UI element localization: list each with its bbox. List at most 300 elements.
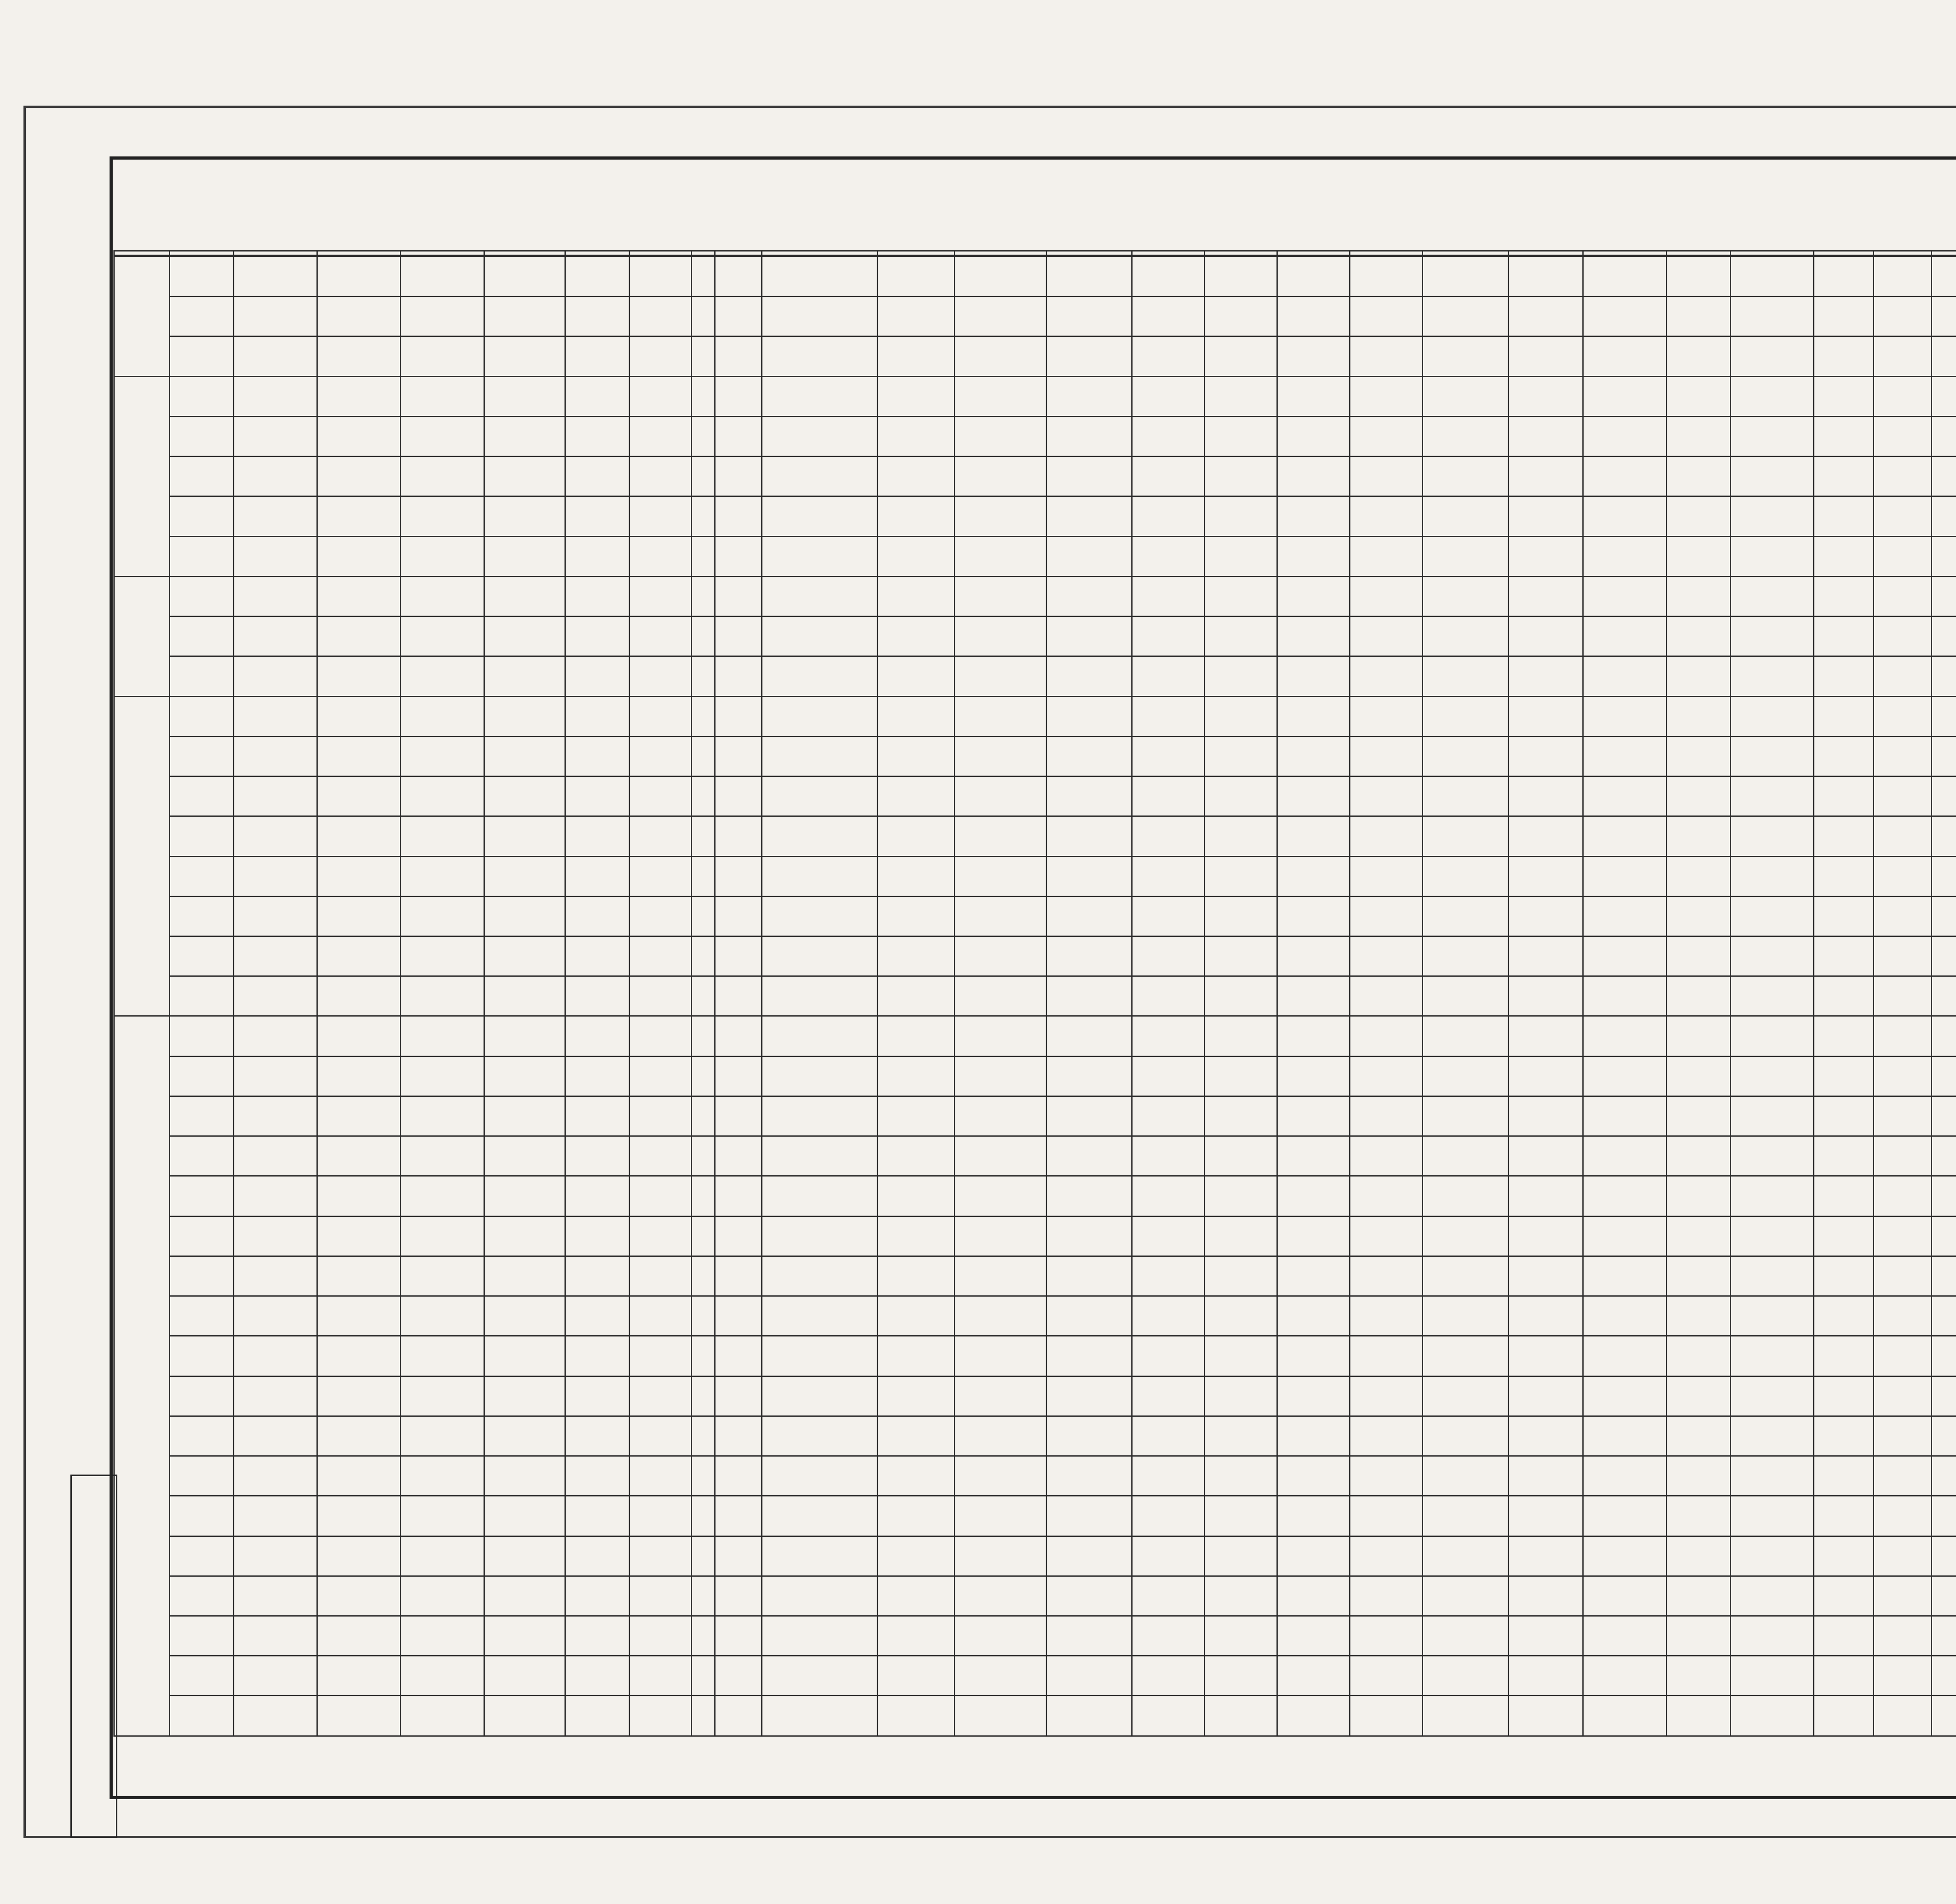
- table-cell: [170, 696, 234, 736]
- table-cell: [1730, 1496, 1814, 1536]
- table-cell: [317, 896, 401, 936]
- table-cell: [715, 376, 762, 416]
- table-cell: [1132, 1416, 1205, 1456]
- table-cell: [1874, 696, 1932, 736]
- table-cell: [715, 696, 762, 736]
- table-cell: [401, 496, 484, 536]
- table-cell: [484, 776, 565, 816]
- table-cell: [1583, 1056, 1666, 1096]
- table-cell: [565, 696, 629, 736]
- table-cell: [484, 576, 565, 616]
- table-cell: [1583, 1016, 1666, 1056]
- table-cell: [1277, 1416, 1350, 1456]
- table-cell: [1814, 376, 1874, 416]
- table-cell: [1350, 1216, 1423, 1256]
- table-row: [114, 1616, 1956, 1656]
- table-cell: [170, 1616, 234, 1656]
- table-cell: [1666, 656, 1730, 696]
- table-cell: [715, 1336, 762, 1376]
- table-cell: [1730, 1616, 1814, 1656]
- table-cell: [1931, 1416, 1956, 1456]
- table-cell: [1874, 257, 1932, 296]
- table-cell: [1814, 1616, 1874, 1656]
- header-cell: [234, 251, 317, 255]
- table-cell: [1666, 496, 1730, 536]
- table-cell: [1277, 576, 1350, 616]
- table-cell: [954, 656, 1046, 696]
- table-cell: [1132, 416, 1205, 456]
- table-cell: [1205, 1336, 1277, 1376]
- table-cell: [1277, 616, 1350, 656]
- table-cell: [1422, 1016, 1508, 1056]
- table-cell: [170, 816, 234, 856]
- table-cell: [1931, 1176, 1956, 1216]
- table-cell: [954, 1656, 1046, 1696]
- table-cell: [1730, 616, 1814, 656]
- table-cell: [1350, 816, 1423, 856]
- table-cell: [1666, 296, 1730, 336]
- table-cell: [317, 536, 401, 576]
- table-cell: [1132, 1536, 1205, 1576]
- table-cell: [1583, 1536, 1666, 1576]
- table-cell: [170, 776, 234, 816]
- table-cell: [1730, 896, 1814, 936]
- table-cell: [1046, 1496, 1132, 1536]
- table-cell: [401, 1416, 484, 1456]
- table-cell: [234, 616, 317, 656]
- table-cell: [484, 376, 565, 416]
- table-cell: [1205, 1016, 1277, 1056]
- table-cell: [484, 257, 565, 296]
- table-cell: [762, 1096, 877, 1136]
- table-cell: [234, 1376, 317, 1416]
- table-cell: [565, 1656, 629, 1696]
- header-cell: [317, 251, 401, 255]
- table-cell: [234, 336, 317, 376]
- table-cell: [762, 1576, 877, 1616]
- table-cell: [1730, 1096, 1814, 1136]
- table-cell: [1583, 1336, 1666, 1376]
- table-cell: [1046, 1216, 1132, 1256]
- table-cell: [1422, 496, 1508, 536]
- table-cell: [877, 456, 955, 496]
- table-cell: [1508, 1096, 1583, 1136]
- table-cell: [1277, 696, 1350, 736]
- table-cell: [484, 336, 565, 376]
- table-cell: [1422, 296, 1508, 336]
- table-cell: [1422, 696, 1508, 736]
- table-cell: [1583, 416, 1666, 456]
- table-cell: [234, 1696, 317, 1736]
- table-cell: [401, 536, 484, 576]
- table-cell: [1814, 976, 1874, 1016]
- table-cell: [715, 1576, 762, 1616]
- table-cell: [629, 536, 692, 576]
- table-cell: [954, 936, 1046, 976]
- table-cell: [1508, 536, 1583, 576]
- table-cell: [1931, 616, 1956, 656]
- table-cell: [401, 1496, 484, 1536]
- table-cell: [565, 656, 629, 696]
- table-cell: [1730, 296, 1814, 336]
- table-cell: [484, 736, 565, 776]
- table-cell: [1583, 1456, 1666, 1496]
- table-cell: [1205, 1256, 1277, 1296]
- table-cell: [401, 1216, 484, 1256]
- table-cell: [565, 816, 629, 856]
- table-row: [114, 1496, 1956, 1536]
- table-row: [114, 936, 1956, 976]
- table-cell: [317, 696, 401, 736]
- table-cell: [1874, 1616, 1932, 1656]
- table-cell: [1666, 616, 1730, 656]
- table-cell: [317, 1016, 401, 1056]
- table-cell: [1931, 1016, 1956, 1056]
- table-cell: [1350, 896, 1423, 936]
- table-cell: [1666, 536, 1730, 576]
- table-row: [114, 296, 1956, 336]
- table-cell: [629, 1096, 692, 1136]
- table-cell: [877, 1136, 955, 1176]
- table-cell: [234, 296, 317, 336]
- table-cell: [1931, 1136, 1956, 1176]
- table-cell: [1583, 616, 1666, 656]
- table-cell: [565, 416, 629, 456]
- table-cell: [691, 456, 715, 496]
- table-cell: [1046, 776, 1132, 816]
- table-cell: [1422, 976, 1508, 1016]
- table-cell: [1814, 536, 1874, 576]
- table-cell: [484, 536, 565, 576]
- table-cell: [1422, 1256, 1508, 1296]
- table-cell: [1046, 1456, 1132, 1496]
- table-cell: [715, 1296, 762, 1336]
- table-cell: [629, 296, 692, 336]
- table-cell: [877, 1456, 955, 1496]
- table-cell: [691, 536, 715, 576]
- table-cell: [1508, 1656, 1583, 1696]
- table-cell: [1583, 576, 1666, 616]
- table-cell: [1666, 1536, 1730, 1576]
- table-cell: [317, 1576, 401, 1616]
- table-cell: [877, 1696, 955, 1736]
- table-cell: [1422, 456, 1508, 496]
- table-cell: [877, 616, 955, 656]
- table-cell: [1205, 1536, 1277, 1576]
- table-cell: [877, 1576, 955, 1616]
- table-cell: [1814, 1056, 1874, 1096]
- table-cell: [1730, 736, 1814, 776]
- table-row: [114, 1656, 1956, 1696]
- header-cell: [1583, 251, 1666, 255]
- table-cell: [877, 1256, 955, 1296]
- table-cell: [762, 856, 877, 896]
- table-cell: [1508, 1496, 1583, 1536]
- table-cell: [715, 1656, 762, 1696]
- table-cell: [1350, 1256, 1423, 1296]
- table-cell: [1874, 336, 1932, 376]
- table-cell: [565, 976, 629, 1016]
- table-cell: [1666, 1696, 1730, 1736]
- table-cell: [691, 856, 715, 896]
- table-cell: [1730, 776, 1814, 816]
- table-cell: [484, 1256, 565, 1296]
- table-cell: [1046, 816, 1132, 856]
- table-cell: [317, 1256, 401, 1296]
- table-cell: [762, 896, 877, 936]
- table-cell: [715, 1056, 762, 1096]
- table-cell: [1814, 1336, 1874, 1376]
- table-cell: [234, 936, 317, 976]
- table-cell: [317, 976, 401, 1016]
- table-cell: [1422, 896, 1508, 936]
- table-cell: [1508, 336, 1583, 376]
- table-cell: [1422, 416, 1508, 456]
- table-cell: [877, 896, 955, 936]
- table-cell: [565, 616, 629, 656]
- header-cell: [1422, 251, 1508, 255]
- table-cell: [762, 776, 877, 816]
- header-cell: [877, 251, 955, 255]
- table-cell: [1874, 576, 1932, 616]
- table-cell: [317, 1296, 401, 1336]
- table-cell: [877, 576, 955, 616]
- table-cell: [1350, 1576, 1423, 1616]
- table-cell: [1350, 456, 1423, 496]
- table-cell: [715, 496, 762, 536]
- table-cell: [1666, 1096, 1730, 1136]
- table-row: [114, 656, 1956, 696]
- table-cell: [954, 257, 1046, 296]
- table-cell: [954, 1256, 1046, 1296]
- table-cell: [1814, 1416, 1874, 1456]
- table-cell: [484, 1216, 565, 1256]
- table-cell: [1666, 456, 1730, 496]
- table-cell: [1046, 376, 1132, 416]
- table-cell: [1730, 1576, 1814, 1616]
- table-cell: [1132, 816, 1205, 856]
- table-cell: [1508, 456, 1583, 496]
- table-cell: [877, 1656, 955, 1696]
- table-cell: [1205, 257, 1277, 296]
- table-cell: [1277, 1176, 1350, 1216]
- table-cell: [629, 1336, 692, 1376]
- table-cell: [1350, 776, 1423, 816]
- table-cell: [877, 1216, 955, 1256]
- table-cell: [715, 1536, 762, 1576]
- table-cell: [565, 1536, 629, 1576]
- table-cell: [234, 376, 317, 416]
- table-cell: [1046, 856, 1132, 896]
- table-cell: [484, 1696, 565, 1736]
- table-cell: [1508, 257, 1583, 296]
- table-cell: [1132, 1576, 1205, 1616]
- table-cell: [234, 1536, 317, 1576]
- table-row: [114, 1536, 1956, 1576]
- table-cell: [1508, 696, 1583, 736]
- table-cell: [317, 1656, 401, 1696]
- table-row: [114, 1376, 1956, 1416]
- table-cell: [762, 456, 877, 496]
- table-cell: [1422, 1296, 1508, 1336]
- table-cell: [170, 376, 234, 416]
- table-cell: [484, 816, 565, 856]
- table-cell: [401, 576, 484, 616]
- table-cell: [629, 1216, 692, 1256]
- table-row: [114, 1176, 1956, 1216]
- support-part-cell: [114, 1016, 170, 1736]
- table-cell: [1931, 856, 1956, 896]
- table-cell: [629, 1536, 692, 1576]
- table-cell: [629, 1296, 692, 1336]
- table-cell: [317, 1536, 401, 1576]
- table-cell: [1583, 1376, 1666, 1416]
- table-cell: [1583, 1256, 1666, 1296]
- table-cell: [1666, 376, 1730, 416]
- table-cell: [1205, 1416, 1277, 1456]
- table-cell: [234, 1576, 317, 1616]
- table-cell: [1730, 1696, 1814, 1736]
- table-cell: [317, 296, 401, 336]
- table-cell: [1508, 376, 1583, 416]
- table-cell: [1874, 1336, 1932, 1376]
- table-cell: [317, 1096, 401, 1136]
- table-cell: [565, 856, 629, 896]
- table-cell: [170, 1016, 234, 1056]
- table-cell: [1730, 936, 1814, 976]
- table-cell: [762, 816, 877, 856]
- table-cell: [715, 536, 762, 576]
- table-cell: [629, 1576, 692, 1616]
- table-cell: [762, 1296, 877, 1336]
- table-cell: [170, 536, 234, 576]
- table-cell: [1277, 1296, 1350, 1336]
- table-cell: [565, 1576, 629, 1616]
- table-cell: [1814, 336, 1874, 376]
- table-cell: [1132, 456, 1205, 496]
- table-cell: [691, 1576, 715, 1616]
- table-row: [114, 1216, 1956, 1256]
- table-cell: [1666, 257, 1730, 296]
- table-cell: [317, 576, 401, 616]
- table-cell: [877, 936, 955, 976]
- table-cell: [1422, 1216, 1508, 1256]
- table-cell: [170, 1096, 234, 1136]
- table-cell: [234, 1336, 317, 1376]
- table-cell: [954, 736, 1046, 776]
- table-cell: [954, 1336, 1046, 1376]
- table-cell: [1931, 456, 1956, 496]
- table-cell: [401, 336, 484, 376]
- table-cell: [170, 936, 234, 976]
- table-cell: [1874, 456, 1932, 496]
- table-cell: [954, 1136, 1046, 1176]
- table-cell: [317, 656, 401, 696]
- table-cell: [954, 1496, 1046, 1536]
- table-cell: [1132, 656, 1205, 696]
- table-cell: [234, 1416, 317, 1456]
- table-cell: [1508, 936, 1583, 976]
- table-cell: [565, 1136, 629, 1176]
- table-cell: [1583, 856, 1666, 896]
- table-cell: [1422, 536, 1508, 576]
- table-cell: [401, 1256, 484, 1296]
- table-cell: [629, 976, 692, 1016]
- table-cell: [1508, 1056, 1583, 1096]
- table-cell: [1814, 776, 1874, 816]
- table-cell: [1814, 456, 1874, 496]
- table-cell: [954, 536, 1046, 576]
- table-cell: [1814, 296, 1874, 336]
- table-cell: [401, 1296, 484, 1336]
- table-cell: [1046, 616, 1132, 656]
- table-cell: [484, 456, 565, 496]
- table-cell: [1508, 1216, 1583, 1256]
- table-cell: [954, 1296, 1046, 1336]
- table-cell: [1422, 257, 1508, 296]
- table-cell: [484, 1176, 565, 1216]
- table-row: [114, 856, 1956, 896]
- table-cell: [565, 1056, 629, 1096]
- table-cell: [1277, 856, 1350, 896]
- table-cell: [1814, 856, 1874, 896]
- table-cell: [877, 1496, 955, 1536]
- table-cell: [1583, 257, 1666, 296]
- table-cell: [877, 696, 955, 736]
- table-cell: [1422, 336, 1508, 376]
- table-row: [114, 696, 1956, 736]
- table-cell: [691, 1216, 715, 1256]
- table-cell: [401, 736, 484, 776]
- table-cell: [629, 736, 692, 776]
- table-cell: [1205, 1056, 1277, 1096]
- table-cell: [234, 1616, 317, 1656]
- table-cell: [317, 1176, 401, 1216]
- table-cell: [170, 1136, 234, 1176]
- table-cell: [691, 336, 715, 376]
- table-cell: [629, 416, 692, 456]
- table-cell: [1205, 856, 1277, 896]
- table-row: [114, 616, 1956, 656]
- table-cell: [1874, 856, 1932, 896]
- table-cell: [1422, 776, 1508, 816]
- table-cell: [234, 776, 317, 816]
- table-cell: [1205, 1616, 1277, 1656]
- table-cell: [762, 1496, 877, 1536]
- table-cell: [1730, 1016, 1814, 1056]
- table-cell: [1583, 456, 1666, 496]
- table-cell: [1046, 296, 1132, 336]
- table-cell: [1508, 1296, 1583, 1336]
- table-cell: [1508, 616, 1583, 656]
- table-cell: [484, 856, 565, 896]
- table-cell: [1350, 536, 1423, 576]
- table-cell: [484, 1536, 565, 1576]
- table-cell: [317, 1056, 401, 1096]
- table-row: [114, 496, 1956, 536]
- table-cell: [565, 1376, 629, 1416]
- table-cell: [1874, 296, 1932, 336]
- table-cell: [401, 416, 484, 456]
- table-cell: [1583, 1416, 1666, 1456]
- table-cell: [877, 496, 955, 536]
- table-cell: [170, 1536, 234, 1576]
- table-cell: [1205, 496, 1277, 536]
- table-cell: [1508, 1336, 1583, 1376]
- table-cell: [565, 376, 629, 416]
- table-cell: [1422, 1336, 1508, 1376]
- table-cell: [170, 1496, 234, 1536]
